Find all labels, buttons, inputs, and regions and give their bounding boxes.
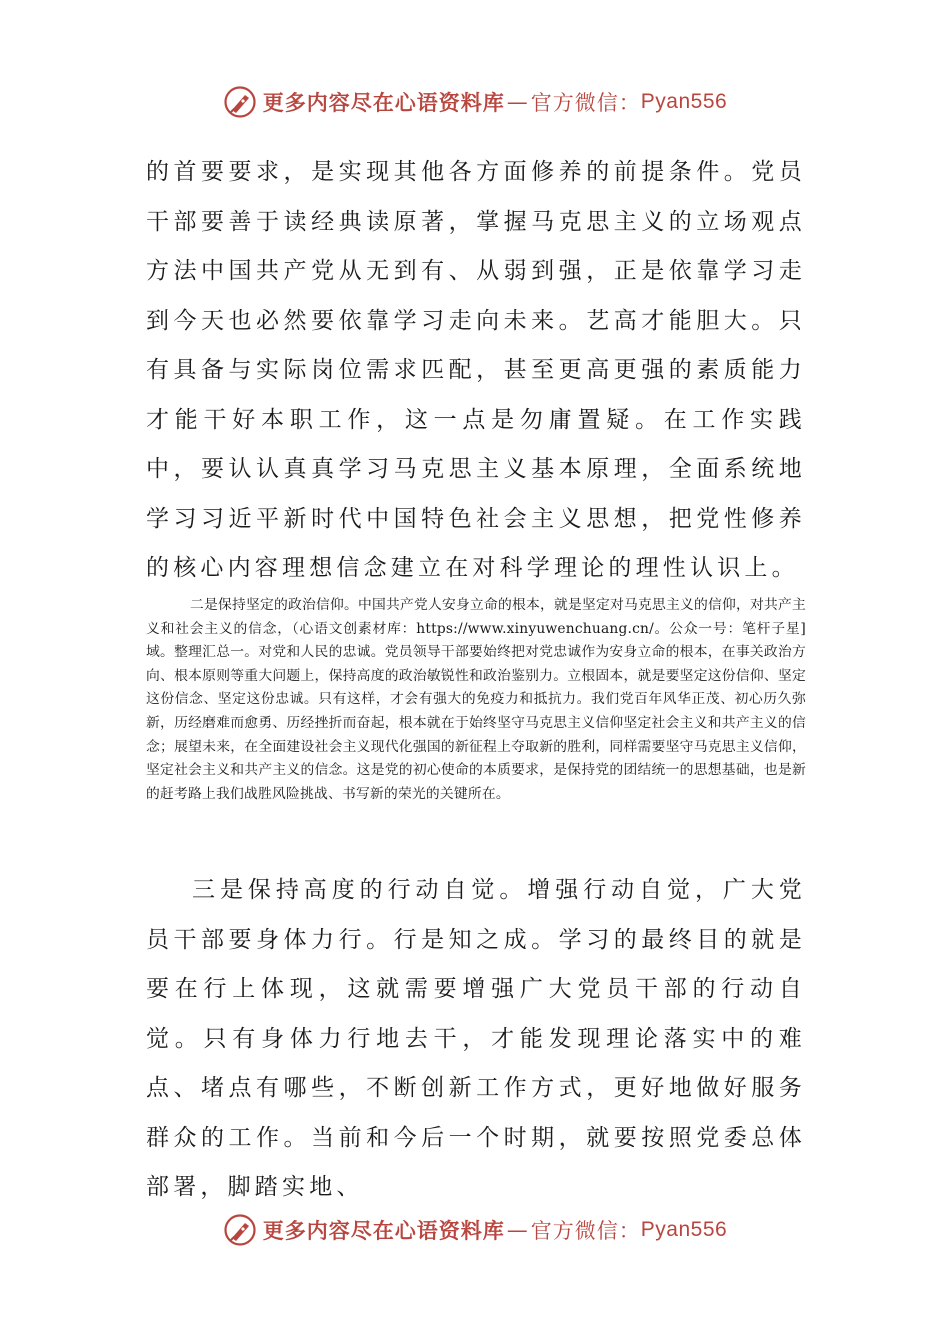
document-paragraph-1: 的首要要求，是实现其他各方面修养的前提条件。党员干部要善于读经典读原著，掌握马克思主义的立场观点方法中国共产党从无到有、从弱到强，正是依靠学习走到今天也必然要依靠学习走向未来。艺高才能胆大。只有具备与实际岗位需求匹配，甚至更高更强的素质能力才能干好本职工作，这一点是勿庸置疑。在工作实践中，要认认真真学习马克思主义基本原理，全面系统地学习习近平新时代中国特色社会主义思想，把党性修养的核心内容理想信念建立在对科学理论的理性认识上。 bbox=[146, 159, 806, 581]
footer-watermark-banner bbox=[0, 1208, 950, 1252]
header-watermark-banner bbox=[0, 80, 950, 124]
document-paragraph-2: 二是保持坚定的政治信仰。中国共产党人安身立命的根本，就是坚定对马克思主义的信仰，对共产主义和社会主义的信念，（心语文创素材库：https://www.xinyuwenchuang.cn/。公众一号：笔杆子星]域。整理汇总一。对党和人民的忠诚。党员领导干部要始终把对党忠诚作为安身立命的根本，在事关政治方向、根本原则等重大问题上，保持高度的政治敏锐性和政治鉴别力。立根固本，就是要坚定这份信仰、坚定这份信念、坚定这份忠诚。只有这样，才会有强大的免疫力和抵抗力。我们党百年风华正茂、初心历久弥新，历经磨难而愈勇、历经挫折而奋起，根本就在于始终坚守马克思主义信仰坚定社会主义和共产主义的信念；展望未来，在全面建设社会主义现代化强国的新征程上夺取新的胜利，同样需要坚守马克思主义信仰，坚定社会主义和共产主义的信念。这是党的初心使命的本质要求，是保持党的团结统一的思想基础，也是新的赶考路上我们战胜风险挑战、书写新的荣光的关键所在。 bbox=[146, 597, 806, 802]
banner-brand-text: 更多内容尽在心语资料库 bbox=[262, 1219, 505, 1243]
pen-nib-icon bbox=[223, 85, 257, 119]
banner-dash: — bbox=[506, 90, 529, 114]
pen-nib-icon bbox=[223, 1213, 257, 1247]
banner-wechat-id: Pyan556 bbox=[640, 90, 728, 113]
banner-wechat-label: 官方微信： bbox=[530, 1219, 641, 1243]
banner-dash: — bbox=[506, 1218, 529, 1242]
banner-brand-text: 更多内容尽在心语资料库 bbox=[262, 91, 505, 115]
banner-wechat-id: Pyan556 bbox=[640, 1218, 728, 1241]
banner-wechat-label: 官方微信： bbox=[530, 91, 641, 115]
document-paragraph-3: 三是保持高度的行动自觉。增强行动自觉，广大党员干部要身体力行。行是知之成。学习的最终目的就是要在行上体现，这就需要增强广大党员干部的行动自觉。只有身体力行地去干，才能发现理论落实中的难点、堵点有哪些，不断创新工作方式，更好地做好服务群众的工作。当前和今后一个时期，就要按照党委总体部署，脚踏实地、 bbox=[146, 877, 806, 1200]
